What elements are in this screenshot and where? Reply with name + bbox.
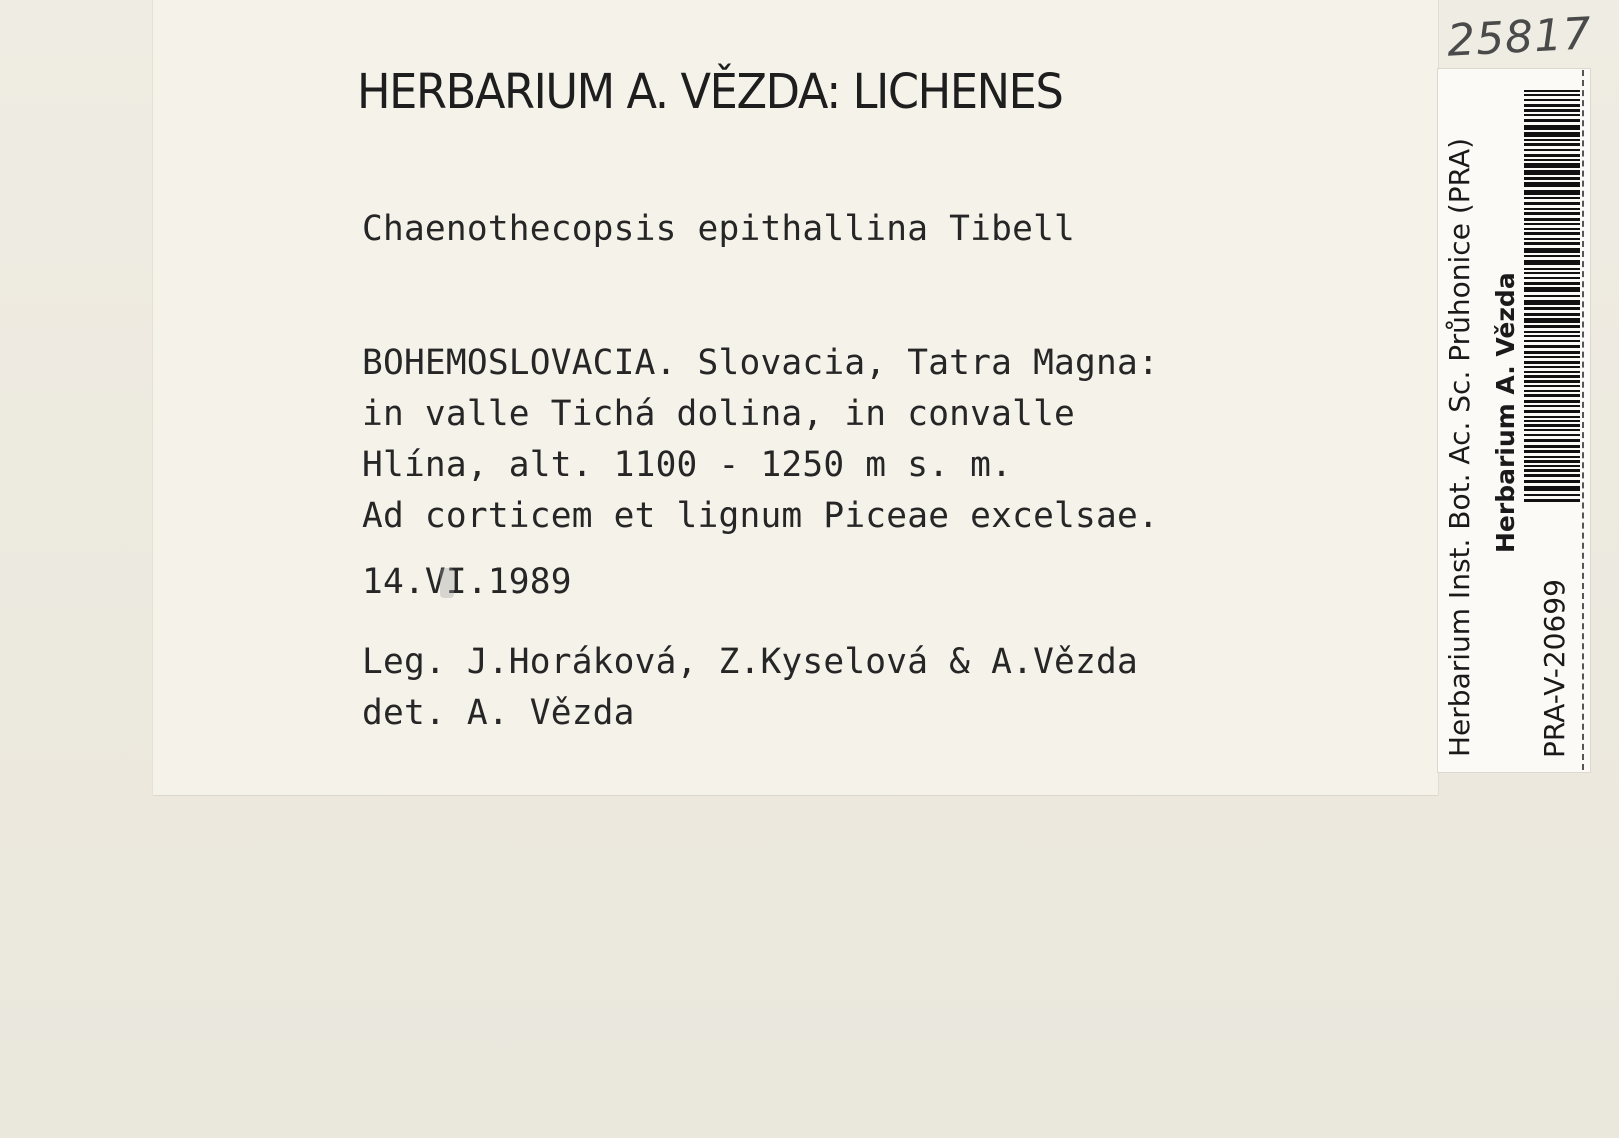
barcode-icon — [1524, 90, 1580, 502]
handwritten-number: 25817 — [1445, 8, 1594, 67]
locality-line: in valle Tichá dolina, in convalle — [362, 394, 1076, 434]
collection-date: 14.VI.1989 — [362, 562, 572, 602]
collection-text: Herbarium A. Vězda — [1491, 272, 1520, 553]
collector-block — [362, 637, 1138, 739]
herbarium-title: HERBARIUM A. VĚZDA: LICHENES — [357, 64, 1063, 120]
determiner-line: det. A. Vězda — [362, 693, 635, 733]
locality-line: Ad corticem et lignum Piceae excelsae. — [362, 496, 1159, 536]
specimen-id: PRA-V-20699 — [1538, 579, 1571, 758]
collectors-line: Leg. J.Horáková, Z.Kyselová & A.Vězda — [362, 642, 1138, 682]
locality-block — [362, 338, 1159, 542]
locality-line: BOHEMOSLOVACIA. Slovacia, Tatra Magna: — [362, 343, 1159, 383]
species-name: Chaenothecopsis epithallina Tibell — [362, 209, 1076, 249]
ink-smudge — [440, 568, 454, 598]
locality-line: Hlína, alt. 1100 - 1250 m s. m. — [362, 445, 1013, 485]
institution-text: Herbarium Inst. Bot. Ac. Sc. Průhonice (PRA) — [1443, 137, 1476, 757]
cut-line — [1582, 70, 1584, 770]
